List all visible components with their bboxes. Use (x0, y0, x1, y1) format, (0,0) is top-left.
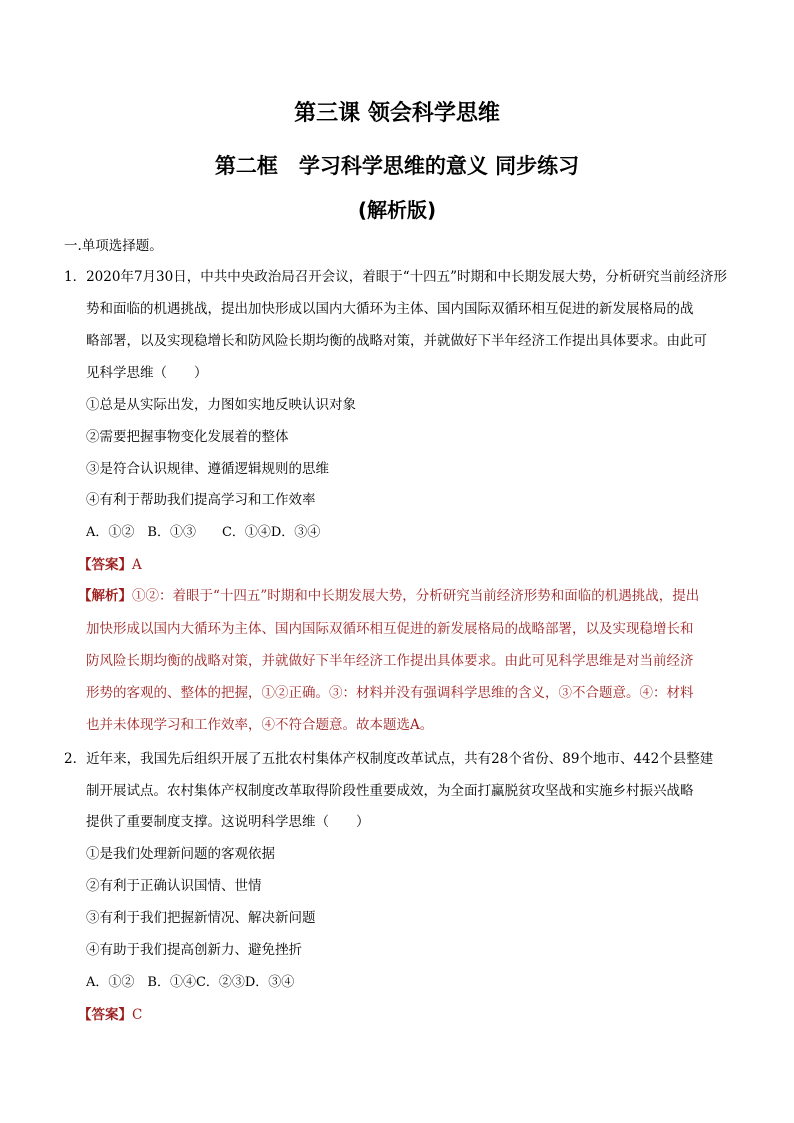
q1-option: ②需要把握事物变化发展着的整体 (86, 429, 289, 445)
q2-stem-line: 2．近年来，我国先后组织开展了五批农村集体产权制度改革试点，共有28个省份、89个地市、442个县整建 (64, 751, 714, 767)
q2-option: ②有利于正确认识国情、世情 (86, 878, 262, 894)
q2-stem-line: 制开展试点。农村集体产权制度改革取得阶段性重要成效，为全面打赢脱贫攻坚战和实施乡村振兴战略 (86, 783, 694, 799)
q2-option: ③有利于我们把握新情况、解决新问题 (86, 910, 316, 926)
q1-analysis-line: 形势的客观的、整体的把握，①②正确。③：材料并没有强调科学思维的含义，③不合题意。④：材料 (86, 685, 694, 701)
lesson-title: 第三课 领会科学思维 (294, 101, 500, 126)
q1-stem-line: 见科学思维（ ） (86, 365, 208, 381)
q2-choices: A．①② B．①④C．②③D．③④ (86, 975, 295, 990)
q1-analysis-line: 防风险长期均衡的战略对策，并就做好下半年经济工作提出具体要求。由此可见科学思维是对当前经济 (86, 653, 694, 669)
q1-stem-line: 略部署，以及实现稳增长和防风险长期均衡的战略对策，并就做好下半年经济工作提出具体要求。由此可 (86, 333, 707, 349)
q1-option: ①总是从实际出发，力图如实地反映认识对象 (86, 397, 356, 413)
q2-option: ④有助于我们提高创新力、避免挫折 (86, 942, 302, 958)
answer-value: C (132, 1007, 143, 1023)
answer-value: A (132, 557, 142, 573)
q1-analysis-line: 加快形成以国内大循环为主体、国内国际双循环相互促进的新发展格局的战略部署，以及实现稳增长和 (86, 621, 694, 637)
q1-option: ④有利于帮助我们提高学习和工作效率 (86, 492, 316, 508)
q1-analysis-line: 也并未体现学习和工作效率，④不符合题意。故本题选A。 (86, 717, 434, 733)
answer-label: 【答案】 (78, 1007, 132, 1023)
analysis-label: 【解析】 (78, 588, 132, 604)
q1-option: ③是符合认识规律、遵循逻辑规则的思维 (86, 461, 329, 477)
q2-option: ①是我们处理新问题的客观依据 (86, 846, 275, 862)
q1-stem-line: 势和面临的机遇挑战，提出加快形成以国内大循环为主体、国内国际双循环相互促进的新发展格局的战 (86, 301, 694, 317)
q2-stem-line: 提供了重要制度支撑。这说明科学思维（ ） (86, 814, 370, 830)
q1-analysis-line (78, 587, 699, 605)
section-title: 第二框 学习科学思维的意义 同步练习 (214, 154, 580, 178)
q2-answer (78, 1006, 142, 1024)
analysis-text: ①②：着眼于“十四五”时期和中长期发展大势，分析研究当前经济形势和面临的机遇挑战，提出 (132, 588, 700, 604)
q1-stem-line: 1．2020年7月30日，中共中央政治局召开会议，着眼于“十四五”时期和中长期发展大势，分析研究当前经济形 (64, 269, 728, 285)
edition-label: (解析版) (357, 198, 437, 222)
q1-choices: A．①② B．①③ C．①④D．③④ (86, 525, 321, 540)
section-heading: 一.单项选择题。 (64, 238, 163, 254)
answer-label: 【答案】 (78, 557, 132, 573)
q1-answer (78, 556, 142, 574)
